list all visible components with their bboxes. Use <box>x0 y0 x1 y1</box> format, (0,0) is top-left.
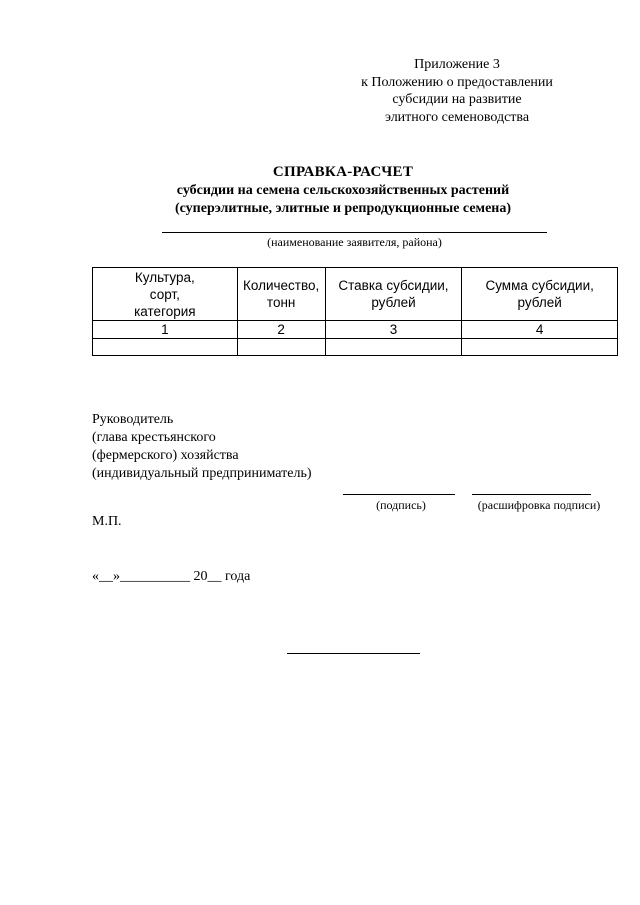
table-cell[interactable] <box>237 339 325 356</box>
appendix-header <box>307 56 607 126</box>
appendix-line: Приложение 3 <box>414 57 500 72</box>
number-cell: 1 <box>93 321 238 339</box>
number-cell: 4 <box>462 321 618 339</box>
table-cell[interactable] <box>462 339 618 356</box>
signer-line: (фермерского) хозяйства <box>92 448 239 463</box>
table-header-row <box>93 268 618 321</box>
document-title: СПРАВКА-РАСЧЕТ <box>272 164 414 180</box>
table-cell[interactable] <box>325 339 462 356</box>
signer-line: (индивидуальный предприниматель) <box>92 466 312 481</box>
table-number-row <box>93 321 618 339</box>
table-cell[interactable] <box>93 339 238 356</box>
document-subtitle: субсидии на семена сельскохозяйственных растений <box>176 183 510 198</box>
subsidy-table <box>92 267 618 356</box>
appendix-line: элитного семеноводства <box>384 109 530 125</box>
signer-line: Руководитель <box>92 412 174 427</box>
table-row <box>93 339 618 356</box>
applicant-caption: (наименование заявителя, района) <box>267 235 442 249</box>
header-cell-rate: Ставка субсидии, рублей <box>325 268 462 321</box>
appendix-line: к Положению о предоставлении <box>361 74 553 90</box>
header-cell-quantity: Количество, тонн <box>237 268 325 321</box>
signer-line: (глава крестьянского <box>92 430 216 445</box>
decoding-line <box>472 494 591 495</box>
decoding-caption: (расшифровка подписи) <box>477 498 601 512</box>
header-cell-sum: Сумма субсидии, рублей <box>462 268 618 321</box>
appendix-line: субсидии на развитие <box>392 92 522 107</box>
signature-caption: (подпись) <box>376 498 426 512</box>
stamp-placeholder: М.П. <box>92 514 122 529</box>
bottom-separator <box>287 653 420 654</box>
date-line: «__»__________ 20__ года <box>92 569 251 584</box>
applicant-line <box>162 232 547 233</box>
number-cell: 3 <box>325 321 462 339</box>
document-subtitle-note: (суперэлитные, элитные и репродукционные семена) <box>174 201 512 216</box>
signer-block <box>92 411 312 483</box>
number-cell: 2 <box>237 321 325 339</box>
header-cell-culture: Культура, сорт, категория <box>93 268 238 321</box>
signature-line <box>343 494 455 495</box>
